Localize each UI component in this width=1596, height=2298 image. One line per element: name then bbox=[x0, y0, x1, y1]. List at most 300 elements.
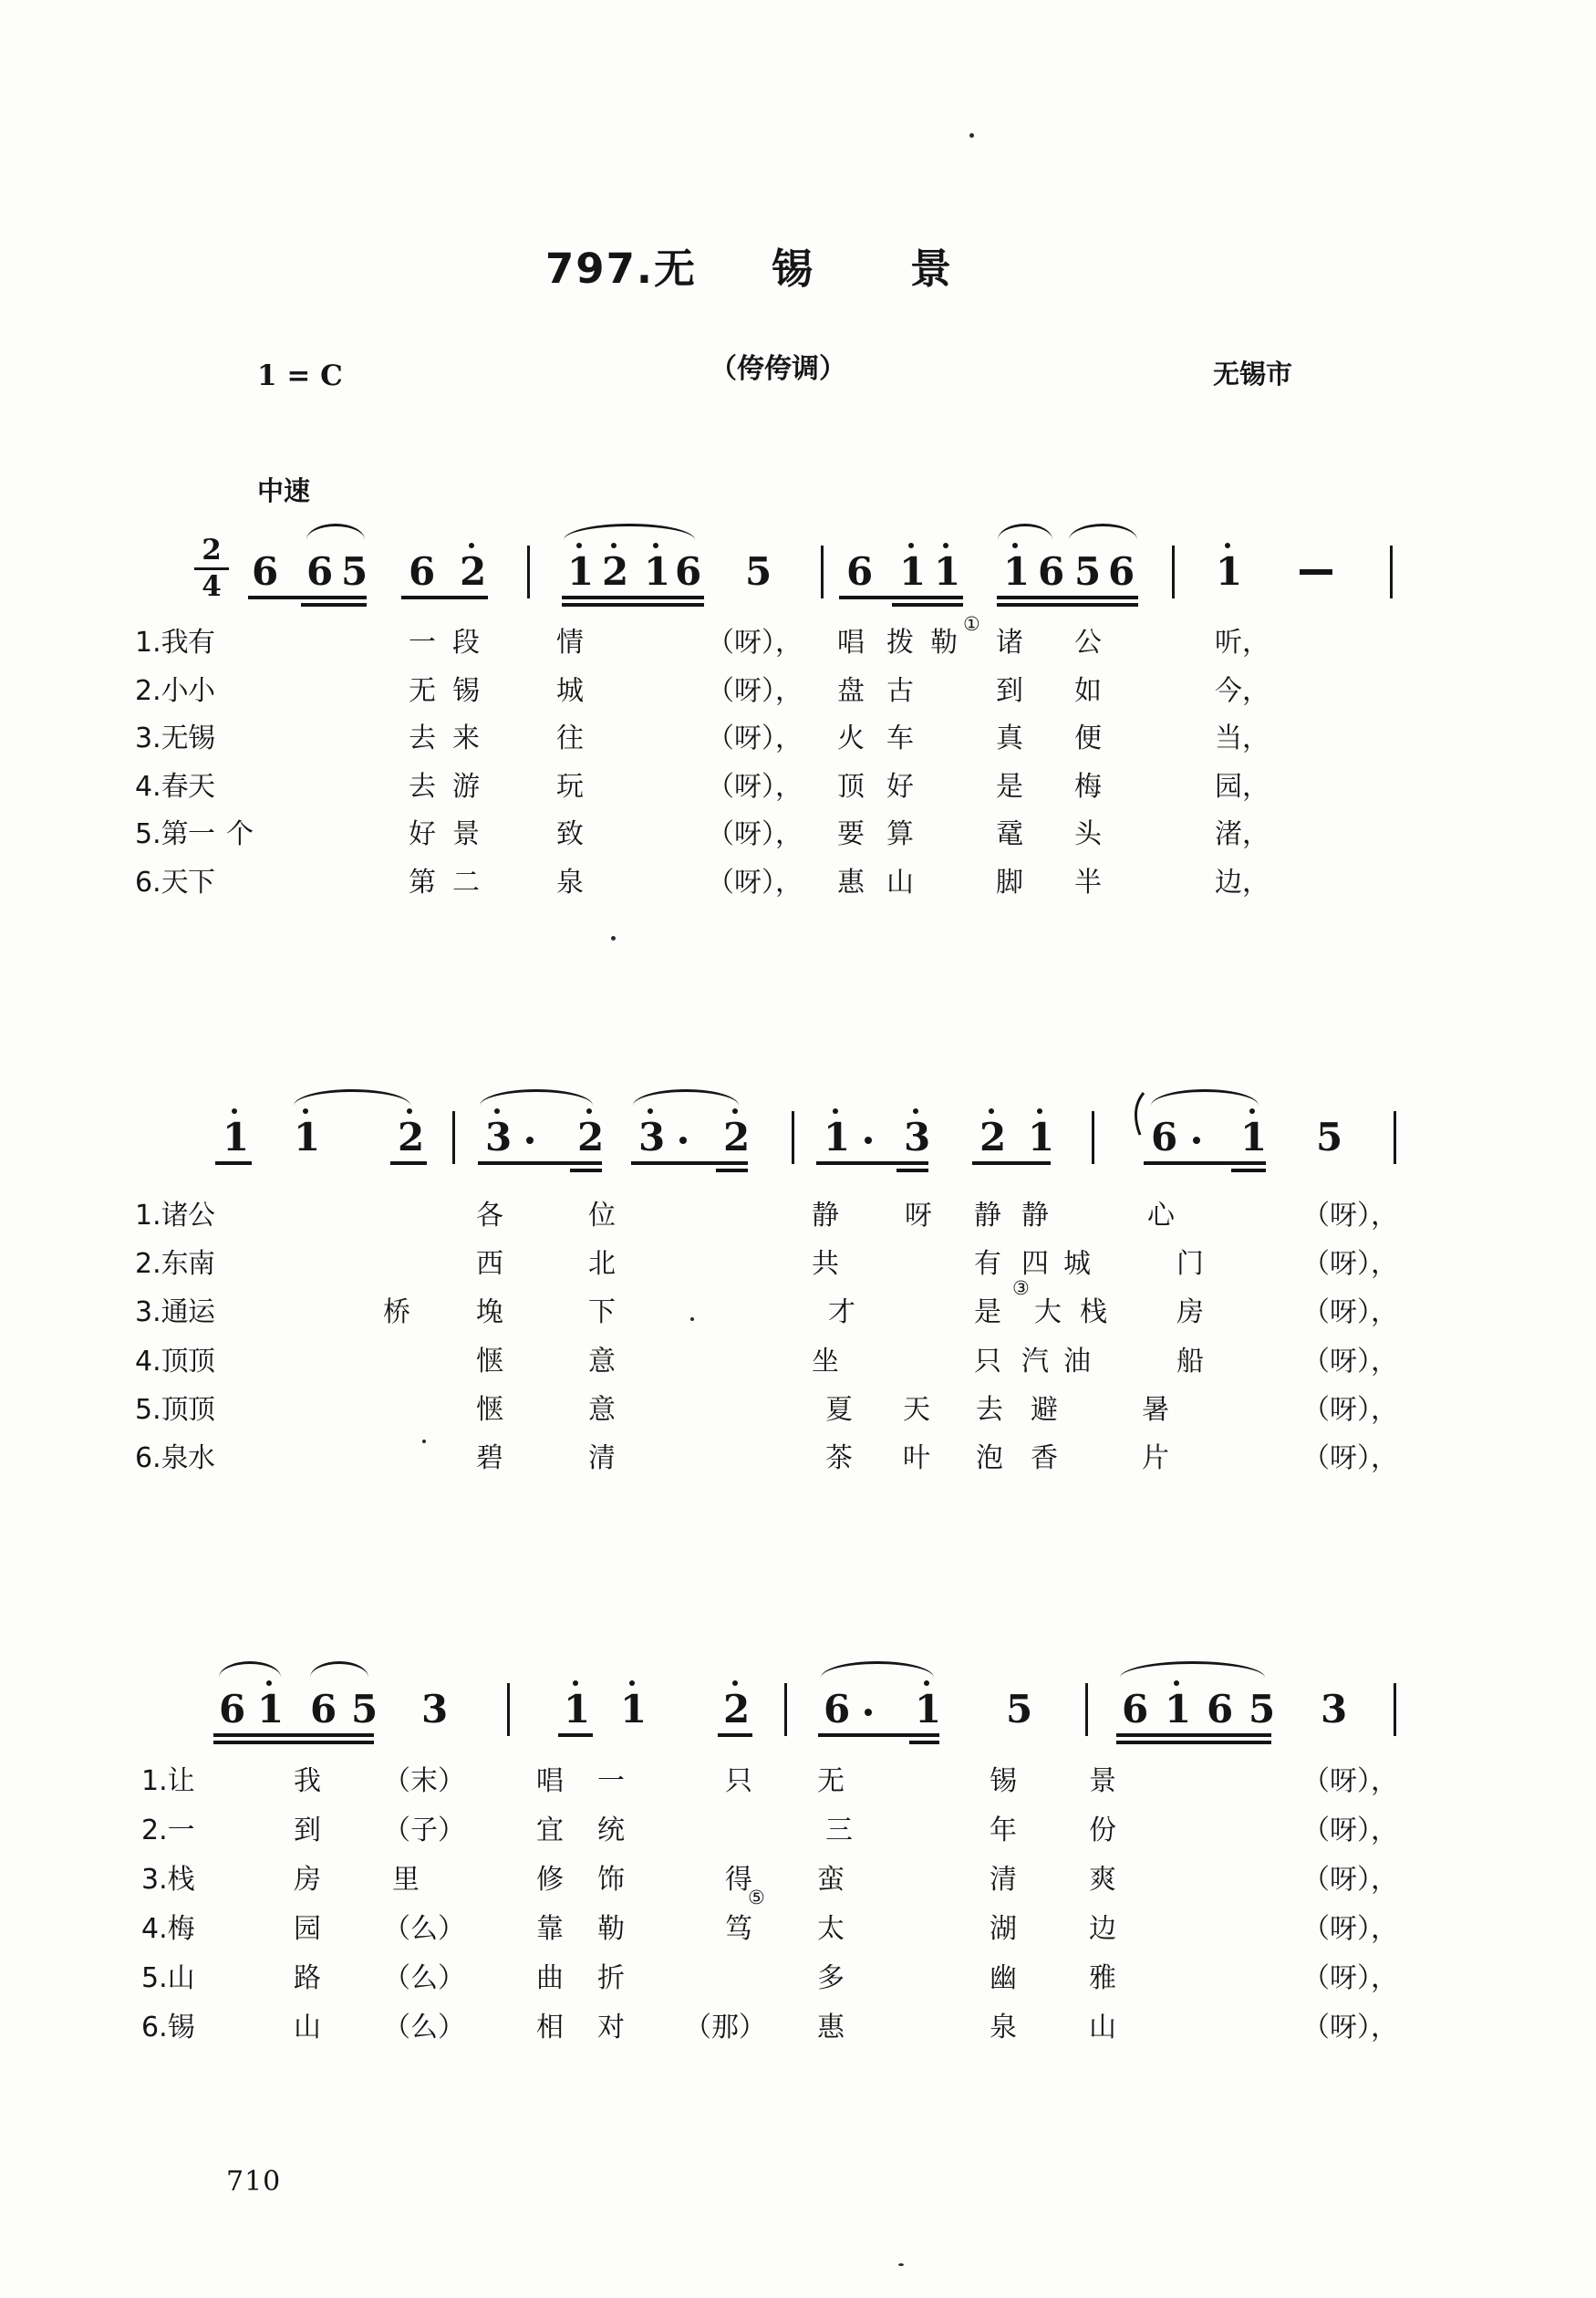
lyric-token-verse-6: 泉 bbox=[990, 2012, 1017, 2043]
lyric-token-verse-6: 泉 bbox=[556, 866, 584, 899]
note-digit-system-1: 6 bbox=[1108, 549, 1135, 594]
lyric-token-verse-3: 3.无 bbox=[135, 723, 189, 754]
lyric-token-verse-3: 便 bbox=[1074, 723, 1102, 754]
octave-dot-system-2 bbox=[648, 1108, 653, 1114]
note-digit-system-3: 6 bbox=[310, 1687, 337, 1731]
beam-line-system-2 bbox=[390, 1161, 427, 1165]
lyric-token-verse-3: 大 bbox=[1034, 1296, 1062, 1329]
lyric-token-verse-3: 堍 bbox=[476, 1296, 503, 1329]
beam-line-system-3 bbox=[818, 1733, 939, 1737]
lyric-token-verse-4: （呀）， bbox=[1302, 1913, 1398, 1945]
note-digit-system-1: 5 bbox=[341, 549, 368, 594]
lyric-token-verse-3: 蛮 bbox=[817, 1864, 845, 1896]
octave-dot-system-2 bbox=[232, 1108, 237, 1114]
tune-name: （侉侉调） bbox=[710, 353, 846, 385]
time-signature-denominator: 4 bbox=[202, 570, 222, 603]
lyric-token-verse-3: 得 bbox=[725, 1864, 752, 1896]
lyric-token-verse-6: 叶 bbox=[903, 1442, 930, 1474]
lyric-token-verse-4: （么） bbox=[383, 1913, 465, 1945]
lyric-token-verse-6: 6.泉 bbox=[135, 1442, 189, 1474]
lyric-token-verse-6: （呀）， bbox=[707, 866, 803, 899]
beam-line-system-1 bbox=[562, 596, 704, 599]
lyric-token-verse-1: 我 bbox=[294, 1765, 321, 1797]
lyric-token-verse-3: 爽 bbox=[1089, 1864, 1116, 1896]
note-digit-system-2: 2 bbox=[979, 1115, 1007, 1159]
lyric-token-verse-2: 北 bbox=[588, 1248, 616, 1281]
octave-dot-system-2 bbox=[303, 1108, 308, 1114]
lyric-token-verse-3: 是 bbox=[974, 1296, 1001, 1329]
lyric-token-verse-2: 年 bbox=[990, 1814, 1017, 1846]
beam-line-system-3 bbox=[213, 1733, 374, 1737]
lyric-token-verse-3: （呀）， bbox=[707, 723, 803, 754]
lyric-token-verse-6: 山 bbox=[886, 866, 914, 899]
lyric-token-verse-4: 4.春 bbox=[135, 770, 189, 803]
lyric-token-verse-3: 修 bbox=[536, 1864, 564, 1896]
lyric-token-verse-5: 路 bbox=[294, 1962, 321, 1994]
lyric-token-verse-1: 静 bbox=[812, 1200, 839, 1232]
barline-system-2 bbox=[452, 1111, 455, 1164]
slur-system-1 bbox=[564, 524, 695, 540]
lyric-token-verse-2: 宜 bbox=[536, 1814, 564, 1846]
lyric-token-verse-5: 鼋 bbox=[996, 818, 1023, 850]
song-title-part: 锡 bbox=[772, 244, 815, 293]
lyric-token-verse-6: 碧 bbox=[476, 1442, 503, 1474]
lyric-token-verse-4: 好 bbox=[886, 770, 914, 803]
lyric-token-verse-2: 共 bbox=[812, 1248, 839, 1281]
lyric-token-verse-3: 3.通 bbox=[135, 1296, 189, 1329]
lyric-token-verse-3: 桥 bbox=[383, 1296, 410, 1329]
lyric-token-verse-2: 三 bbox=[825, 1814, 853, 1846]
note-digit-system-1: 5 bbox=[1074, 549, 1102, 594]
note-digit-system-1: 5 bbox=[745, 549, 772, 594]
note-digit-system-3: 1 bbox=[257, 1687, 285, 1731]
lyric-token-verse-4: 勒 bbox=[597, 1913, 625, 1945]
note-digit-system-1: 6 bbox=[1038, 549, 1065, 594]
note-digit-system-3: 5 bbox=[351, 1687, 378, 1731]
lyric-token-verse-1: 只 bbox=[725, 1765, 752, 1797]
lyric-token-verse-4: 惬 bbox=[476, 1345, 503, 1378]
note-digit-system-1: 6 bbox=[252, 549, 279, 594]
slur-system-2 bbox=[294, 1089, 410, 1106]
lyric-token-verse-2: 到 bbox=[294, 1814, 321, 1846]
lyric-token-verse-6: 6.天 bbox=[135, 866, 189, 899]
scan-speck bbox=[898, 2263, 904, 2266]
lyric-token-verse-1: 诸 bbox=[996, 627, 1023, 659]
lyric-token-verse-4: 意 bbox=[588, 1345, 616, 1378]
key-signature: 1 = C bbox=[257, 359, 343, 392]
duration-dash-system-1 bbox=[1300, 569, 1332, 575]
lyric-token-verse-6: 对 bbox=[597, 2012, 625, 2043]
lyric-token-verse-6: 山 bbox=[1089, 2012, 1116, 2043]
note-digit-system-3: 6 bbox=[219, 1687, 246, 1731]
augmentation-dot-system-3 bbox=[865, 1709, 872, 1716]
octave-dot-system-2 bbox=[494, 1108, 500, 1114]
lyric-token-verse-2: 门 bbox=[1176, 1248, 1204, 1281]
lyric-token-verse-5: 天 bbox=[903, 1393, 930, 1426]
beam-line-system-1 bbox=[401, 596, 488, 599]
lyric-token-verse-5: 景 bbox=[452, 818, 480, 850]
beam-line-system-2 bbox=[972, 1161, 1051, 1165]
note-digit-system-2: 3 bbox=[485, 1115, 513, 1159]
note-digit-system-2: 1 bbox=[1028, 1115, 1055, 1159]
lyric-token-verse-4: 坐 bbox=[812, 1345, 839, 1378]
beam-line-system-2 bbox=[1231, 1169, 1266, 1172]
octave-dot-system-1 bbox=[611, 543, 617, 548]
song-number-title-part: 797.无 bbox=[545, 244, 698, 293]
octave-dot-system-2 bbox=[732, 1108, 738, 1114]
lyric-token-verse-1: 听， bbox=[1215, 627, 1270, 659]
barline-system-3 bbox=[784, 1683, 787, 1736]
lyric-token-verse-2: 有 bbox=[974, 1248, 1001, 1281]
beam-line-system-1 bbox=[997, 596, 1138, 599]
lyric-token-verse-2: 2.一 bbox=[141, 1814, 195, 1846]
lyric-token-verse-6: 清 bbox=[588, 1442, 616, 1474]
lyric-token-verse-4: 梅 bbox=[1074, 770, 1102, 803]
lyric-token-verse-6: 下 bbox=[188, 866, 215, 899]
lyric-token-verse-6: 山 bbox=[294, 2012, 321, 2043]
octave-dot-system-1 bbox=[1225, 543, 1230, 548]
scan-speck bbox=[611, 936, 616, 941]
lyric-token-verse-2: 锡 bbox=[452, 674, 480, 707]
lyric-token-verse-4: 靠 bbox=[536, 1913, 564, 1945]
lyric-token-verse-5: 曲 bbox=[536, 1962, 564, 1994]
octave-dot-system-2 bbox=[407, 1108, 412, 1114]
lyric-token-verse-5: 雅 bbox=[1089, 1962, 1116, 1994]
lyric-token-verse-1: 静 bbox=[974, 1200, 1001, 1232]
note-digit-system-3: 6 bbox=[1122, 1687, 1149, 1731]
lyric-token-verse-1: 唱 bbox=[837, 627, 865, 659]
lyric-token-verse-2: 西 bbox=[476, 1248, 503, 1281]
lyric-token-verse-3: 清 bbox=[990, 1864, 1017, 1896]
lyric-token-verse-6: 片 bbox=[1142, 1442, 1169, 1474]
barline-system-1 bbox=[1390, 546, 1393, 598]
augmentation-dot-system-2 bbox=[679, 1137, 687, 1144]
lyric-token-verse-1: 勒 bbox=[930, 627, 958, 659]
lyric-token-verse-2: 份 bbox=[1089, 1814, 1116, 1846]
octave-dot-system-1 bbox=[908, 543, 914, 548]
lyric-token-verse-1: （呀）， bbox=[1302, 1765, 1398, 1797]
lyric-token-verse-1: 一 bbox=[409, 627, 436, 659]
lyric-token-verse-1: （末） bbox=[383, 1765, 465, 1797]
slur-system-1 bbox=[1069, 524, 1137, 540]
octave-dot-system-1 bbox=[1012, 543, 1018, 548]
slur-system-2 bbox=[1151, 1089, 1259, 1106]
annotation-circled-number: ⑤ bbox=[748, 1887, 765, 1908]
slur-system-2 bbox=[633, 1089, 739, 1106]
lyric-token-verse-3: 里 bbox=[392, 1864, 420, 1896]
lyric-token-verse-6: 第 bbox=[409, 866, 436, 899]
octave-dot-system-3 bbox=[924, 1680, 929, 1686]
lyric-token-verse-5: 个 bbox=[226, 818, 254, 850]
lyric-token-verse-1: 1.我 bbox=[135, 627, 189, 659]
lyric-token-verse-3: 3.栈 bbox=[141, 1864, 195, 1896]
beam-line-system-1 bbox=[248, 596, 367, 599]
barline-system-3 bbox=[1394, 1683, 1396, 1736]
lyric-token-verse-5: 要 bbox=[837, 818, 865, 850]
lyric-token-verse-2: 2.东 bbox=[135, 1248, 189, 1281]
octave-dot-system-1 bbox=[469, 543, 474, 548]
lyric-token-verse-1: 锡 bbox=[990, 1765, 1017, 1797]
lyric-token-verse-5: 算 bbox=[886, 818, 914, 850]
augmentation-dot-system-2 bbox=[1193, 1137, 1200, 1144]
octave-dot-system-2 bbox=[1037, 1108, 1042, 1114]
note-digit-system-2: 2 bbox=[577, 1115, 605, 1159]
note-digit-system-1: 6 bbox=[846, 549, 874, 594]
lyric-token-verse-1: 静 bbox=[1021, 1200, 1049, 1232]
note-digit-system-3: 3 bbox=[421, 1687, 449, 1731]
lyric-token-verse-3: 房 bbox=[294, 1864, 321, 1896]
lyric-token-verse-3: 下 bbox=[588, 1296, 616, 1329]
lyric-token-verse-3: 饰 bbox=[597, 1864, 625, 1896]
lyric-token-verse-2: （子） bbox=[383, 1814, 465, 1846]
note-digit-system-1: 6 bbox=[675, 549, 702, 594]
lyric-token-verse-4: 天 bbox=[188, 770, 215, 803]
slur-system-3 bbox=[310, 1661, 368, 1678]
octave-dot-system-2 bbox=[989, 1108, 994, 1114]
beam-line-system-2 bbox=[570, 1169, 602, 1172]
lyric-token-verse-5: 渚， bbox=[1215, 818, 1270, 850]
lyric-token-verse-1: 无 bbox=[817, 1765, 845, 1797]
song-title-part: 景 bbox=[910, 244, 954, 293]
lyric-token-verse-1: 公 bbox=[1074, 627, 1102, 659]
page-number: 710 bbox=[226, 2166, 282, 2198]
lyric-token-verse-6: 脚 bbox=[996, 866, 1023, 899]
note-digit-system-1: 1 bbox=[899, 549, 927, 594]
beam-line-system-3 bbox=[909, 1741, 939, 1744]
lyric-token-verse-4: 玩 bbox=[556, 770, 584, 803]
lyric-token-verse-2: 城 bbox=[1063, 1248, 1091, 1281]
lyric-token-verse-3: 来 bbox=[452, 723, 480, 754]
lyric-token-verse-2: 四 bbox=[1021, 1248, 1049, 1281]
lyric-token-verse-6: 泡 bbox=[976, 1442, 1003, 1474]
note-digit-system-2: 1 bbox=[223, 1115, 250, 1159]
lyric-token-verse-4: 油 bbox=[1063, 1345, 1091, 1378]
scan-speck bbox=[969, 133, 974, 138]
octave-dot-system-3 bbox=[1174, 1680, 1179, 1686]
lyric-token-verse-5: 意 bbox=[588, 1393, 616, 1426]
augmentation-dot-system-2 bbox=[526, 1137, 534, 1144]
lyric-token-verse-2: 盘 bbox=[837, 674, 865, 707]
lyric-token-verse-5: 5.顶 bbox=[135, 1393, 189, 1426]
barline-system-2 bbox=[1394, 1111, 1396, 1164]
lyric-token-verse-3: 去 bbox=[409, 723, 436, 754]
lyric-token-verse-2: 小 bbox=[188, 674, 215, 707]
beam-line-system-2 bbox=[1144, 1161, 1266, 1165]
lyric-token-verse-4: 边 bbox=[1089, 1913, 1116, 1945]
lyric-token-verse-5: 5.第 bbox=[135, 818, 189, 850]
lyric-token-verse-5: （么） bbox=[383, 1962, 465, 1994]
note-digit-system-1: 1 bbox=[934, 549, 961, 594]
lyric-token-verse-3: （呀）， bbox=[1302, 1296, 1398, 1329]
lyric-token-verse-4: 笃 bbox=[725, 1913, 752, 1945]
lyric-token-verse-3: 锡 bbox=[188, 723, 215, 754]
lyric-token-verse-1: 呀 bbox=[905, 1200, 932, 1232]
lyric-token-verse-6: 水 bbox=[188, 1442, 215, 1474]
lyric-token-verse-4: 4.顶 bbox=[135, 1345, 189, 1378]
lyric-token-verse-2: 南 bbox=[188, 1248, 215, 1281]
lyric-token-verse-1: 1.诸 bbox=[135, 1200, 189, 1232]
octave-dot-system-3 bbox=[629, 1680, 635, 1686]
note-digit-system-3: 1 bbox=[915, 1687, 942, 1731]
lyric-token-verse-1: 段 bbox=[452, 627, 480, 659]
lyric-token-verse-6: 惠 bbox=[817, 2012, 845, 2043]
lyric-token-verse-2: 统 bbox=[597, 1814, 625, 1846]
lyric-token-verse-6: （那） bbox=[684, 2012, 766, 2043]
lyric-token-verse-2: （呀）， bbox=[707, 674, 803, 707]
lyric-token-verse-4: 顶 bbox=[188, 1345, 215, 1378]
note-digit-system-3: 1 bbox=[1165, 1687, 1192, 1731]
lyric-token-verse-2: 如 bbox=[1074, 674, 1102, 707]
lyric-token-verse-4: 船 bbox=[1176, 1345, 1204, 1378]
lyric-token-verse-5: 暑 bbox=[1142, 1393, 1169, 1426]
lyric-token-verse-1: 1.让 bbox=[141, 1765, 195, 1797]
scan-speck bbox=[690, 1317, 694, 1321]
lyric-token-verse-4: 去 bbox=[409, 770, 436, 803]
beam-line-system-3 bbox=[718, 1733, 752, 1737]
beam-line-system-1 bbox=[562, 603, 704, 607]
octave-dot-system-2 bbox=[833, 1108, 838, 1114]
lyric-token-verse-4: 园， bbox=[1215, 770, 1270, 803]
lyric-token-verse-2: 2.小 bbox=[135, 674, 189, 707]
lyric-token-verse-5: 致 bbox=[556, 818, 584, 850]
beam-line-system-3 bbox=[1116, 1733, 1271, 1737]
beam-line-system-2 bbox=[716, 1169, 748, 1172]
lyric-token-verse-6: 边， bbox=[1215, 866, 1270, 899]
lyric-token-verse-4: 是 bbox=[996, 770, 1023, 803]
lyric-token-verse-3: 真 bbox=[996, 723, 1023, 754]
lyric-token-verse-3: 车 bbox=[886, 723, 914, 754]
note-digit-system-1: 1 bbox=[644, 549, 671, 594]
lyric-token-verse-6: 香 bbox=[1031, 1442, 1058, 1474]
lyric-token-verse-5: （呀）， bbox=[707, 818, 803, 850]
lyric-token-verse-5: 一 bbox=[188, 818, 215, 850]
lyric-token-verse-2: （呀）， bbox=[1302, 1814, 1398, 1846]
beam-line-system-3 bbox=[558, 1733, 593, 1737]
lyric-token-verse-3: 栈 bbox=[1080, 1296, 1107, 1329]
slur-system-1 bbox=[306, 524, 365, 540]
octave-dot-system-3 bbox=[266, 1680, 272, 1686]
note-digit-system-1: 1 bbox=[1003, 549, 1031, 594]
note-digit-system-2: 1 bbox=[1240, 1115, 1268, 1159]
note-digit-system-2: 1 bbox=[294, 1115, 321, 1159]
lyric-token-verse-5: 好 bbox=[409, 818, 436, 850]
barline-system-1 bbox=[821, 546, 824, 598]
lyric-token-verse-3: 往 bbox=[556, 723, 584, 754]
barline-system-2 bbox=[1092, 1111, 1094, 1164]
lyric-token-verse-4: 太 bbox=[817, 1913, 845, 1945]
beam-line-system-1 bbox=[997, 603, 1138, 607]
note-digit-system-2: 2 bbox=[398, 1115, 425, 1159]
note-digit-system-3: 5 bbox=[1249, 1687, 1276, 1731]
note-digit-system-1: 1 bbox=[567, 549, 595, 594]
lyric-token-verse-1: 拨 bbox=[886, 627, 914, 659]
note-digit-system-1: 6 bbox=[409, 549, 436, 594]
lyric-token-verse-3: （呀）， bbox=[1302, 1864, 1398, 1896]
beam-line-system-3 bbox=[1116, 1741, 1271, 1744]
note-digit-system-3: 3 bbox=[1321, 1687, 1348, 1731]
lyric-token-verse-6: 惠 bbox=[837, 866, 865, 899]
lyric-token-verse-6: 半 bbox=[1074, 866, 1102, 899]
slur-system-3 bbox=[1120, 1661, 1265, 1678]
barline-system-1 bbox=[527, 546, 530, 598]
lyric-token-verse-1: 公 bbox=[188, 1200, 215, 1232]
note-digit-system-3: 2 bbox=[723, 1687, 751, 1731]
lyric-token-verse-4: 汽 bbox=[1021, 1345, 1049, 1378]
barline-system-3 bbox=[507, 1683, 510, 1736]
lyric-token-verse-4: （呀）， bbox=[1302, 1345, 1398, 1378]
note-digit-system-1: 2 bbox=[602, 549, 629, 594]
lyric-token-verse-6: 6.锡 bbox=[141, 2012, 195, 2043]
octave-dot-system-2 bbox=[1249, 1108, 1255, 1114]
lyric-token-verse-4: 园 bbox=[294, 1913, 321, 1945]
note-digit-system-2: 6 bbox=[1151, 1115, 1178, 1159]
source-city: 无锡市 bbox=[1213, 359, 1293, 390]
beam-line-system-1 bbox=[301, 603, 367, 607]
lyric-token-verse-1: 景 bbox=[1089, 1765, 1116, 1797]
scan-speck bbox=[422, 1440, 426, 1443]
slur-system-3 bbox=[219, 1661, 281, 1678]
octave-dot-system-1 bbox=[576, 543, 582, 548]
lyric-token-verse-2: 到 bbox=[996, 674, 1023, 707]
note-digit-system-3: 6 bbox=[1207, 1687, 1234, 1731]
lyric-token-verse-1: 一 bbox=[597, 1765, 625, 1797]
lyric-token-verse-3: 房 bbox=[1176, 1296, 1204, 1329]
beam-line-system-2 bbox=[631, 1161, 748, 1165]
grace-ornament-system-2 bbox=[1132, 1091, 1146, 1141]
note-digit-system-1: 6 bbox=[306, 549, 334, 594]
lyric-token-verse-3: 当， bbox=[1215, 723, 1270, 754]
lyric-token-verse-2: （呀）， bbox=[1302, 1248, 1398, 1281]
lyric-token-verse-5: 幽 bbox=[990, 1962, 1017, 1994]
slur-system-3 bbox=[821, 1661, 934, 1678]
note-digit-system-1: 1 bbox=[1216, 549, 1243, 594]
beam-line-system-2 bbox=[816, 1161, 928, 1165]
octave-dot-system-2 bbox=[913, 1108, 918, 1114]
note-digit-system-2: 2 bbox=[723, 1115, 751, 1159]
lyric-token-verse-6: （呀）， bbox=[1302, 2012, 1398, 2043]
lyric-token-verse-3: 才 bbox=[828, 1296, 855, 1329]
lyric-token-verse-4: （呀）， bbox=[707, 770, 803, 803]
annotation-circled-number: ① bbox=[963, 613, 980, 635]
lyric-token-verse-4: 只 bbox=[974, 1345, 1001, 1378]
note-digit-system-3: 1 bbox=[564, 1687, 591, 1731]
lyric-token-verse-3: 火 bbox=[837, 723, 865, 754]
lyric-token-verse-5: （呀）， bbox=[1302, 1393, 1398, 1426]
beam-line-system-3 bbox=[213, 1741, 374, 1744]
lyric-token-verse-3: 运 bbox=[188, 1296, 215, 1329]
lyric-token-verse-6: （呀）， bbox=[1302, 1442, 1398, 1474]
tempo-marking: 中速 bbox=[257, 475, 311, 506]
lyric-token-verse-1: 有 bbox=[188, 627, 215, 659]
lyric-token-verse-5: 避 bbox=[1031, 1393, 1058, 1426]
octave-dot-system-2 bbox=[586, 1108, 592, 1114]
beam-line-system-2 bbox=[896, 1169, 928, 1172]
lyric-token-verse-2: 古 bbox=[886, 674, 914, 707]
note-digit-system-2: 3 bbox=[904, 1115, 931, 1159]
note-digit-system-2: 3 bbox=[638, 1115, 666, 1159]
lyric-token-verse-1: 情 bbox=[556, 627, 584, 659]
time-signature bbox=[192, 536, 232, 601]
lyric-token-verse-4: 游 bbox=[452, 770, 480, 803]
note-digit-system-2: 5 bbox=[1316, 1115, 1343, 1159]
lyric-token-verse-6: （么） bbox=[383, 2012, 465, 2043]
lyric-token-verse-5: （呀）， bbox=[1302, 1962, 1398, 1994]
lyric-token-verse-4: 4.梅 bbox=[141, 1913, 195, 1945]
time-signature-numerator: 2 bbox=[202, 534, 222, 567]
note-digit-system-3: 5 bbox=[1006, 1687, 1033, 1731]
lyric-token-verse-6: 茶 bbox=[825, 1442, 853, 1474]
lyric-token-verse-5: 头 bbox=[1074, 818, 1102, 850]
